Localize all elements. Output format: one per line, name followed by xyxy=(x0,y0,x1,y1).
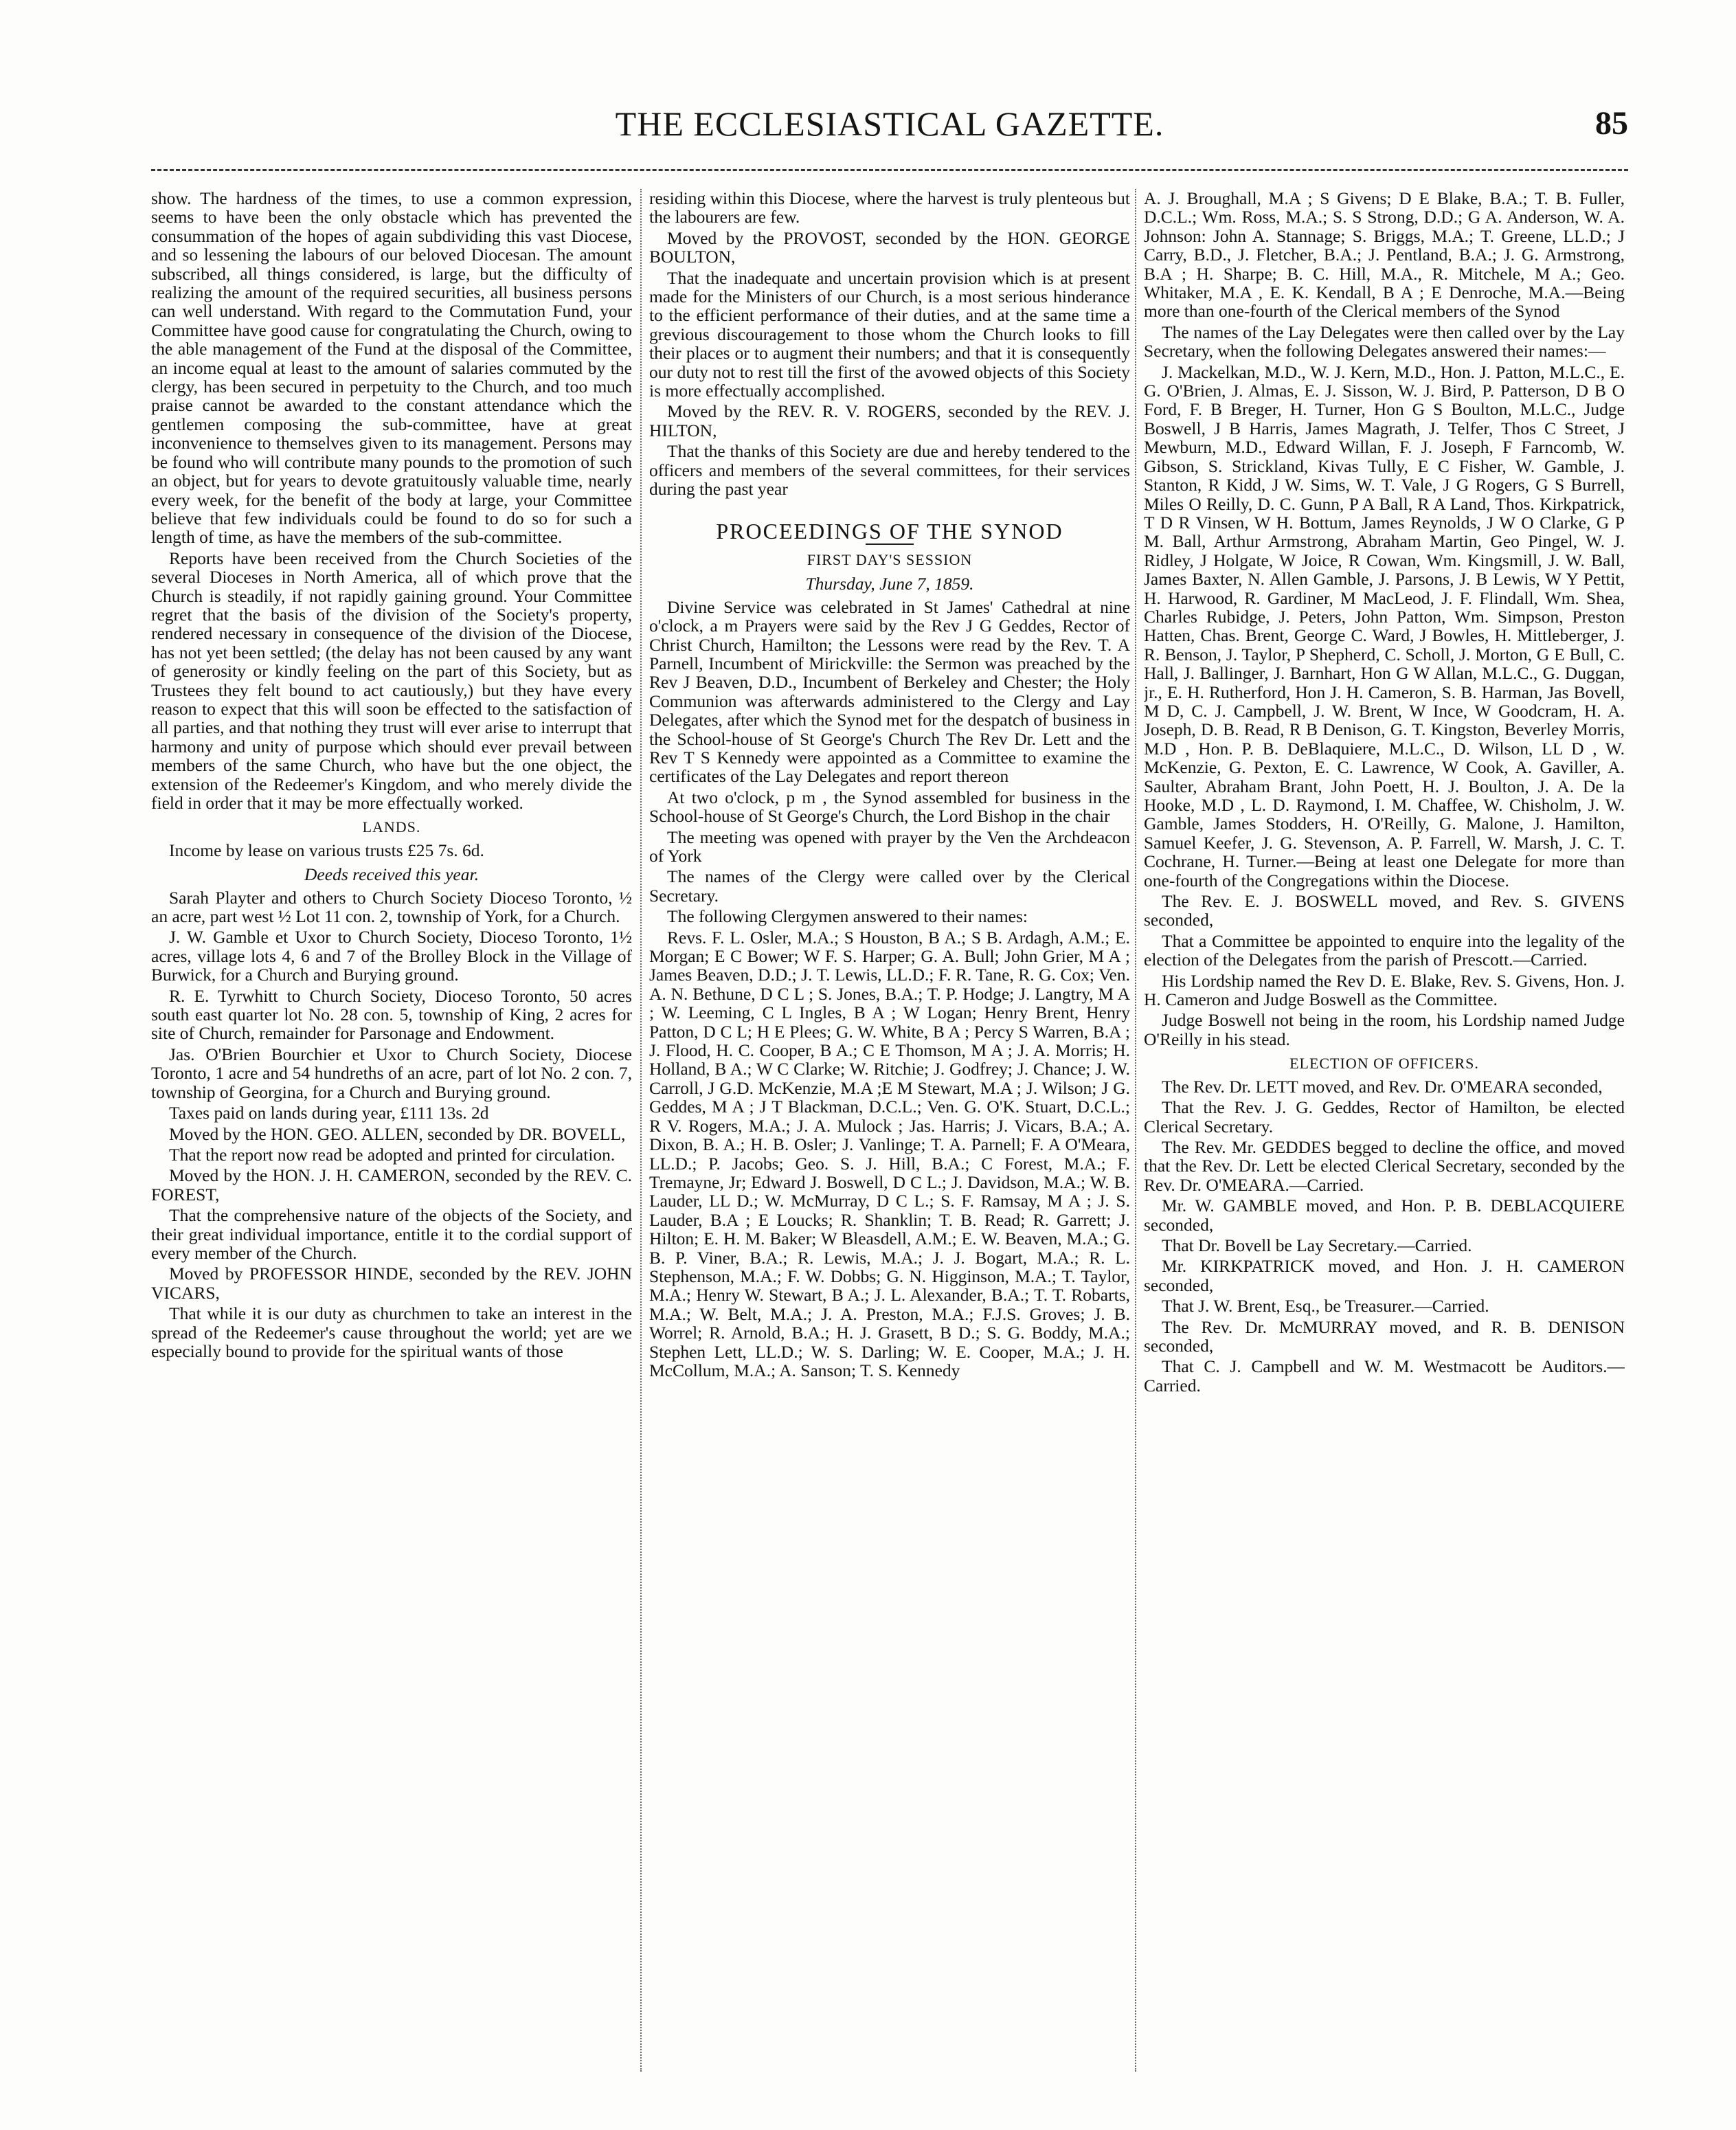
section-heading-synod: PROCEEDINGS OF THE SYNOD xyxy=(716,518,1063,543)
motion: Moved by the REV. R. V. ROGERS, seconded by the REV. J. HILTON, xyxy=(649,401,1130,440)
paragraph: Sarah Playter and others to Church Society Dioceso Toronto, ½ an acre, part west ½ Lot 11 con. 2, township of York, for a Church. xyxy=(151,887,632,927)
motion: Moved by the PROVOST, seconded by the HON. GEORGE BOULTON, xyxy=(649,227,1130,267)
column-divider xyxy=(1135,189,1136,2072)
clergy-list: Revs. F. L. Osler, M.A.; S Houston, B A.; S B. Ardagh, A.M.; E. Morgan; E C Bower; W F. S. Harper; G. A. Bull; John Grier, M A ; James Beaven, D.D.; J. T. Lewis, LL.D.; F. R. Tane, R. G. Cox; Ven. A. N. Bethune, D C L ; S. Jones, B.A.; T. P. Hodge; J. Langtry, M A ; W. Leeming, C L Ingles, B A ; W Logan; Henry Brent, Henry Patton, D C L; H E Plees; G. W. White, B A ; Percy S Warren, B.A ; J. Flood, H. C. Cooper, B A.; C E Thomson, M A ; J. A. Morris; H. Holland, B A.; W C Clarke; W. Ritchie; J. Godfrey; J. Chance; J. W. Carroll, J G.D. McKenzie, M.A ;E M Stewart, M.A ; J. Wilson; J G. Geddes, M A ; J T Blackman, D.C.L.; Ven. G. O'K. Stuart, D.C.L.; R V. Rogers, M.A.; J. A. Mulock ; Jas. Harris; J. Vicars, B.A.; A. Dixon, B. A.; H. B. Osler; J. Vanlinge; T. A. Parnell; F. A O'Meara, LL.D.; P. Jacobs; Geo. S. J. Hill, B.A.; C Forest, M.A.; F. Tremayne, Jr; Edward J. Boswell, D C L.; J. Davidson, M.A.; W. B. Lauder, LL D.; W. McMurray, D C L.; S. F. Ramsay, M A ; J. S. Lauder, B.A ; E Loucks; R. Shanklin; T. B. Read; R. Garrett; J. Hilton; E. H. M. Baker; W Bleasdell, A.M.; E. W. Beaven, M.A.; G. B. P. Viner, B.A.; R. Lewis, M.A.; J. J. Bogart, M.A.; R. L. Stephenson, M.A.; F. W. Dobbs; G. N. Higginson, M.A.; T. Taylor, M.A.; Henry W. Stewart, B A.; J. L. Alexander, B.A.; T. T. Robarts, M.A.; W. Belt, M.A.; J. A. Preston, M.A.; F.J.S. Groves; J. B. Worrel; R. Arnold, B.A.; H. J. Grasett, B D.; S. G. Boddy, M.A.; Stephen Lett, LL.D.; W. S. Darling; W. E. Cooper, M.A.; J. H. McCollum, M.A.; A. Sanson; T. S. Kennedy xyxy=(649,927,1130,1380)
resolution: That a Committee be appointed to enquire into the legality of the election of the Delegates from the parish of Prescott.—Carried. xyxy=(1144,930,1625,970)
paragraph: Divine Service was celebrated in St James' Cathedral at nine o'clock, a m Prayers were said by the Rev J G Geddes, Rector of Christ Church, Hamilton; the Lessons were read by the Rev. T. A Parnell, Incumbent of Mirickville: the Sermon was preached by the Rev J Beaven, D.D., Incumbent of Berkeley and Chester; the Holy Communion was afterwards administered to the Clergy and Lay Delegates, after which the Synod met for the despatch of business in the School-house of St George's Church The Rev Dr. Lett and the Rev T S Kennedy were appointed as a Committee to examine the certificates of the Lay Delegates and report thereon xyxy=(649,596,1130,787)
resolution: That the thanks of this Society are due and hereby tendered to the officers and members of the several committees, for their services during the past year xyxy=(649,441,1130,500)
session-date-text: Thursday, June 7, 1859. xyxy=(805,574,974,594)
resolution: That Dr. Bovell be Lay Secretary.—Carried. xyxy=(1162,1235,1472,1255)
paragraph: The following Clergymen answered to their names: xyxy=(667,906,1028,927)
subheading-text: Deeds received this year. xyxy=(304,864,479,885)
clergy-list-continued: A. J. Broughall, M.A ; S Givens; D E Blake, B.A.; T. B. Fuller, D.C.L.; Wm. Ross, M.A.; S. S Strong, D.D.; G A. Anderson, W. A. Johnson: John A. Stannage; S. Briggs, M.A.; T. Greene, LL.D.; J Carry, B.D., J. Fletcher, B.A.; J. Pentland, B.A.; J. G. Armstrong, B.A ; H. Sharpe; B. C. Hill, M.A., R. Mitchele, M A.; Geo. Whitaker, M.A , E. K. Kendall, B A ; E Denroche, M.A.—Being more than one-fourth of the Clerical members of the Synod xyxy=(1144,189,1625,322)
paragraph: Judge Boswell not being in the room, his Lordship named Judge O'Reilly in his stead. xyxy=(1144,1010,1625,1049)
section-heading-election: ELECTION OF OFFICERS. xyxy=(1289,1055,1479,1073)
paragraph: His Lordship named the Rev D. E. Blake, Rev. S. Givens, Hon. J. H. Cameron and Judge Boswell as the Committee. xyxy=(1144,970,1625,1010)
resolution: That the inadequate and uncertain provision which is at present made for the Ministers of our Church, is a most serious hinderance to the efficient performance of their duties, and at the same time a grevious discouragement to those whom the Church looks to fill their places or to augment their numbers; and that it is consequently our duty not to rest till the first of the avowed objects of this Society is more effectually accomplished. xyxy=(649,267,1130,401)
masthead-title: THE ECCLESIASTICAL GAZETTE. xyxy=(615,104,1164,143)
subheading-deeds xyxy=(151,865,632,884)
session-heading: FIRST DAY'S SESSION xyxy=(807,550,973,568)
resolution: That C. J. Campbell and W. M. Westmacott be Auditors.—Carried. xyxy=(1144,1356,1625,1395)
resolution: That the report now read be adopted and printed for circulation. xyxy=(169,1144,616,1165)
paragraph: J. W. Gamble et Uxor to Church Society, Dioceso Toronto, 1½ acres, village lots 4, 6 and 7 of the Brolley Block in the Village of Burwick, for a Church and Burying ground. xyxy=(151,927,632,985)
motion: Moved by the HON. GEO. ALLEN, seconded by DR. BOVELL, xyxy=(169,1123,626,1144)
paragraph: R. E. Tyrwhitt to Church Society, Dioceso Toronto, 50 acres south east quarter lot No. 28 con. 5, township of King, 2 acres for site of Church, remainder for Parsonage and Endowment. xyxy=(151,985,632,1044)
paragraph: At two o'clock, p m , the Synod assembled for business in the School-house of St George's Church, the Lord Bishop in the chair xyxy=(649,787,1130,827)
section-heading-lands: LANDS. xyxy=(362,818,421,836)
heading-rule xyxy=(866,543,914,545)
session-date xyxy=(649,574,1130,593)
motion: The Rev. E. J. BOSWELL moved, and Rev. S. GIVENS seconded, xyxy=(1144,891,1625,930)
paragraph: show. The hardness of the times, to use a common expression, seems to have been the only obstacle which has prevented the consummation of the hopes of again subdividing this vast Diocese, and so lessening the labours of our beloved Diocesan. The amount subscribed, all things considered, is large, but the difficulty of realizing the amount of the required securities, all business persons can well understand. With regard to the Commutation Fund, your Committee have good cause for congratulating the Church, owing to the able management of the Fund at the disposal of the Committee, an income equal at least to the amount of salaries commuted by the clergy, has been secured in perpetuity to the Church, and too much praise cannot be awarded to the constant attendance which the gentlemen composing the sub-committee, have at great inconvenience to themselves given to its management. Persons may be found who will contribute many pounds to the promotion of such an object, but for years to devote gratuitously valuable time, nearly every week, for the benefit of the body at large, your Committee believe that few individuals could be found to do so for such a length of time, as have the members of the sub-committee. xyxy=(151,189,632,548)
motion: The Rev. Dr. LETT moved, and Rev. Dr. O'MEARA seconded, xyxy=(1162,1076,1603,1097)
column-2 xyxy=(649,189,1130,2092)
column-3 xyxy=(1144,189,1625,2092)
lay-delegates-list: J. Mackelkan, M.D., W. J. Kern, M.D., Hon. J. Patton, M.L.C., E. G. O'Brien, J. Almas, E. J. Sisson, W. J. Bird, P. Patterson, D B O Ford, F. B Breger, H. Turner, Hon G S Boulton, M.L.C., Judge Boswell, J B Harris, James Magrath, J. Telfer, Thos C Street, J Mewburn, M.D., Edward Willan, F. J. Joseph, F Farncomb, W. Gibson, S. Strickland, Kivas Tully, E C Fisher, W. Gamble, J. Stanton, R Kidd, J W. Sims, W. T. Vale, J G Rogers, G S Burrell, Miles O Reilly, D. C. Gunn, P A Ball, R A Land, Thos. Kirkpatrick, T D R Vinsen, W H. Bottum, James Reynolds, J W O Clarke, G P M. Ball, Arthur Armstrong, Abraham Martin, Geo Pingel, W. J. Ridley, J Holgate, W Joice, R Cowan, Wm. Kingsmill, J. W. Ball, James Baxter, N. Allen Gamble, J. Parsons, J. B Lewis, W Y Pettit, H. Harwood, R. Gardiner, M MacLeod, J. F. Flindall, Wm. Shea, Charles Rubidge, J. Peters, John Patton, Wm. Simpson, Preston Hatten, Chas. Brent, George C. Ward, J Bowles, H. Mittleberger, J. R. Benson, J. Taylor, P Shepherd, C. Scholl, J. Morton, G E Bull, C. Hall, J. Ballinger, J. Barnhart, Hon G W Allan, M.L.C., G. Duggan, jr., E. H. Rutherford, Hon J. H. Cameron, S. B. Harman, Jas Bovell, M D, C. J. Campbell, J. W. Brent, W Ince, W Goodcram, H. A. Joseph, D. B. Read, R B Denison, G. T. Kingston, Beverley Morris, M.D , Hon. P. B. DeBlaquiere, M.L.C., D. Wilson, LL D , W. McKenzie, G. Pexton, E. C. Lawrence, W Cook, A. Gaviller, A. Saulter, Abraham Brant, John Poett, H. J. Boulton, J. A. De la Hooke, M.D , L. D. Raymond, I. M. Chaffee, W. Chisholm, J. W. Gamble, James Stodders, H. O'Reilly, G. Malone, J. Hamilton, Samuel Keefer, J. G. Stevenson, A. P. Farrell, W. Marsh, J. C. T. Cochrane, H. Turner.—Being at least one Delegate for more than one-fourth of the Congregations within the Diocese. xyxy=(1144,361,1625,890)
resolution: That the Rev. J. G. Geddes, Rector of Hamilton, be elected Clerical Secretary. xyxy=(1144,1097,1625,1136)
column-divider xyxy=(640,189,642,2072)
resolution: That while it is our duty as churchmen to take an interest in the spread of the Redeemer's cause throughout the world; yet are we especially bound to provide for the spiritual wants of those xyxy=(151,1303,632,1361)
resolution: That J. W. Brent, Esq., be Treasurer.—Carried. xyxy=(1162,1296,1489,1316)
page-header xyxy=(151,103,1628,151)
paragraph: Taxes paid on lands during year, £111 13s. 2d xyxy=(169,1103,489,1123)
paragraph: residing within this Diocese, where the harvest is truly plenteous but the labourers are few. xyxy=(649,189,1130,227)
motion: Mr. W. GAMBLE moved, and Hon. P. B. DEBLACQUIERE seconded, xyxy=(1144,1196,1625,1235)
resolution: That the comprehensive nature of the objects of the Society, and their great individual importance, entitle it to the cordial support of every member of the Church. xyxy=(151,1205,632,1263)
paragraph: The names of the Lay Delegates were then called over by the Lay Secretary, when the following Delegates answered their names:— xyxy=(1144,322,1625,361)
column-1 xyxy=(151,189,632,2092)
paragraph: Jas. O'Brien Bourchier et Uxor to Church Society, Diocese Toronto, 1 acre and 54 hundreths of an acre, part of lot No. 2 con. 7, township of Georgina, for a Church and Burying ground. xyxy=(151,1044,632,1102)
header-rule xyxy=(151,169,1628,171)
motion: The Rev. Dr. McMURRAY moved, and R. B. DENISON seconded, xyxy=(1144,1316,1625,1356)
motion: Moved by the HON. J. H. CAMERON, seconded by the REV. C. FOREST, xyxy=(151,1165,632,1204)
page-number: 85 xyxy=(1595,105,1628,142)
paragraph: Reports have been received from the Church Societies of the several Dioceses in North America, all of which prove that the Church is steadily, if not rapidly gaining ground. Your Committee regret that the basis of the division of the Society's property, rendered necessary in consequence of the division of the Diocese, has not yet been settled; (the delay has not been caused by any want of generosity or kindly feeling on the part of this Society, but as Trustees they felt bound to act cautiously,) but they have every reason to expect that this will soon be effected to the satisfaction of all parties, and that nothing they trust will ever arise to interrupt that harmony and unity of purpose which should ever prevail between members of the same Church, who have but the one object, the extension of the Redeemer's Kingdom, and who merely divide the field in order that it may be more effectually worked. xyxy=(151,548,632,813)
motion: Mr. KIRKPATRICK moved, and Hon. J. H. CAMERON seconded, xyxy=(1144,1256,1625,1295)
paragraph: The meeting was opened with prayer by the Ven the Archdeacon of York xyxy=(649,827,1130,866)
paragraph: The names of the Clergy were called over by the Clerical Secretary. xyxy=(649,866,1130,906)
paragraph: Income by lease on various trusts £25 7s. 6d. xyxy=(169,840,484,860)
paragraph: The Rev. Mr. GEDDES begged to decline the office, and moved that the Rev. Dr. Lett be elected Clerical Secretary, seconded by the Rev. Dr. O'MEARA.—Carried. xyxy=(1144,1136,1625,1195)
motion: Moved by PROFESSOR HINDE, seconded by the REV. JOHN VICARS, xyxy=(151,1264,632,1303)
